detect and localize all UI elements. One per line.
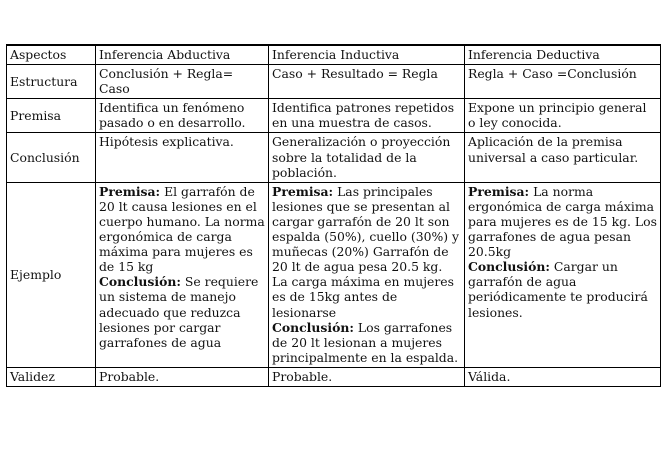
header-aspectos: Aspectos <box>7 45 96 65</box>
table-row <box>7 367 661 386</box>
conclusion-text: Los garrafones de 20 lt lesionan a mujeres principalmente en la espalda. <box>272 319 459 365</box>
table-row <box>7 182 661 367</box>
premisa-label: Premisa: <box>99 183 161 199</box>
cell-inductiva: Generalización o proyección sobre la totalidad de la población. <box>269 133 465 182</box>
premisa-text: Las principales lesiones que se presentan al cargar garrafón de 20 lt son espalda (50%), cuello (30%) y muñecas (20%) Garrafón de 20 lt de agua pesa 20.5 kg. La carga máxima en mujeres es de 15kg antes de lesionarse <box>272 183 460 320</box>
cell-deductiva: Regla + Caso =Conclusión <box>465 65 661 99</box>
cell-inductiva-example <box>269 182 465 367</box>
table-row <box>7 99 661 133</box>
premisa-label: Premisa: <box>468 183 530 199</box>
conclusion-label: Conclusión: <box>99 274 181 290</box>
cell-abductiva-example <box>96 182 269 367</box>
header-row <box>7 45 661 65</box>
header-abductiva: Inferencia Abductiva <box>96 45 269 65</box>
header-inductiva: Inferencia Inductiva <box>269 45 465 65</box>
cell-inductiva: Caso + Resultado = Regla <box>269 65 465 99</box>
conclusion-label: Conclusión: <box>272 319 354 335</box>
cell-abductiva: Conclusión + Regla= Caso <box>96 65 269 99</box>
cell-inductiva: Identifica patrones repetidos en una muestra de casos. <box>269 99 465 133</box>
cell-abductiva: Identifica un fenómeno pasado o en desarrollo. <box>96 99 269 133</box>
row-label-validez: Validez <box>7 367 96 386</box>
conclusion-text: Se requiere un sistema de manejo adecuado que reduzca lesiones por cargar garrafones de agua <box>99 274 259 350</box>
conclusion-label: Conclusión: <box>468 259 550 275</box>
premisa-text: El garrafón de 20 lt causa lesiones en el cuerpo humano. La norma ergonómica de carga máxima para mujeres es de 15 kg <box>99 183 265 275</box>
row-label-ejemplo: Ejemplo <box>7 182 96 367</box>
row-label-premisa: Premisa <box>7 99 96 133</box>
conclusion-text: Cargar un garrafón de agua periódicamente te producirá lesiones. <box>468 259 648 320</box>
header-deductiva: Inferencia Deductiva <box>465 45 661 65</box>
table-row <box>7 65 661 99</box>
cell-deductiva: Aplicación de la premisa universal a caso particular. <box>465 133 661 182</box>
row-label-estructura: Estructura <box>7 65 96 99</box>
cell-deductiva: Expone un principio general o ley conocida. <box>465 99 661 133</box>
comparison-table-container <box>6 44 660 387</box>
cell-inductiva: Probable. <box>269 367 465 386</box>
row-label-conclusion: Conclusión <box>7 133 96 182</box>
premisa-text: La norma ergonómica de carga máxima para mujeres es de 15 kg. Los garrafones de agua pesan 20.5kg <box>468 183 657 260</box>
cell-deductiva-example <box>465 182 661 367</box>
inference-comparison-table <box>6 44 661 387</box>
cell-deductiva: Válida. <box>465 367 661 386</box>
cell-abductiva: Probable. <box>96 367 269 386</box>
premisa-label: Premisa: <box>272 183 334 199</box>
table-row <box>7 133 661 182</box>
cell-abductiva: Hipótesis explicativa. <box>96 133 269 182</box>
